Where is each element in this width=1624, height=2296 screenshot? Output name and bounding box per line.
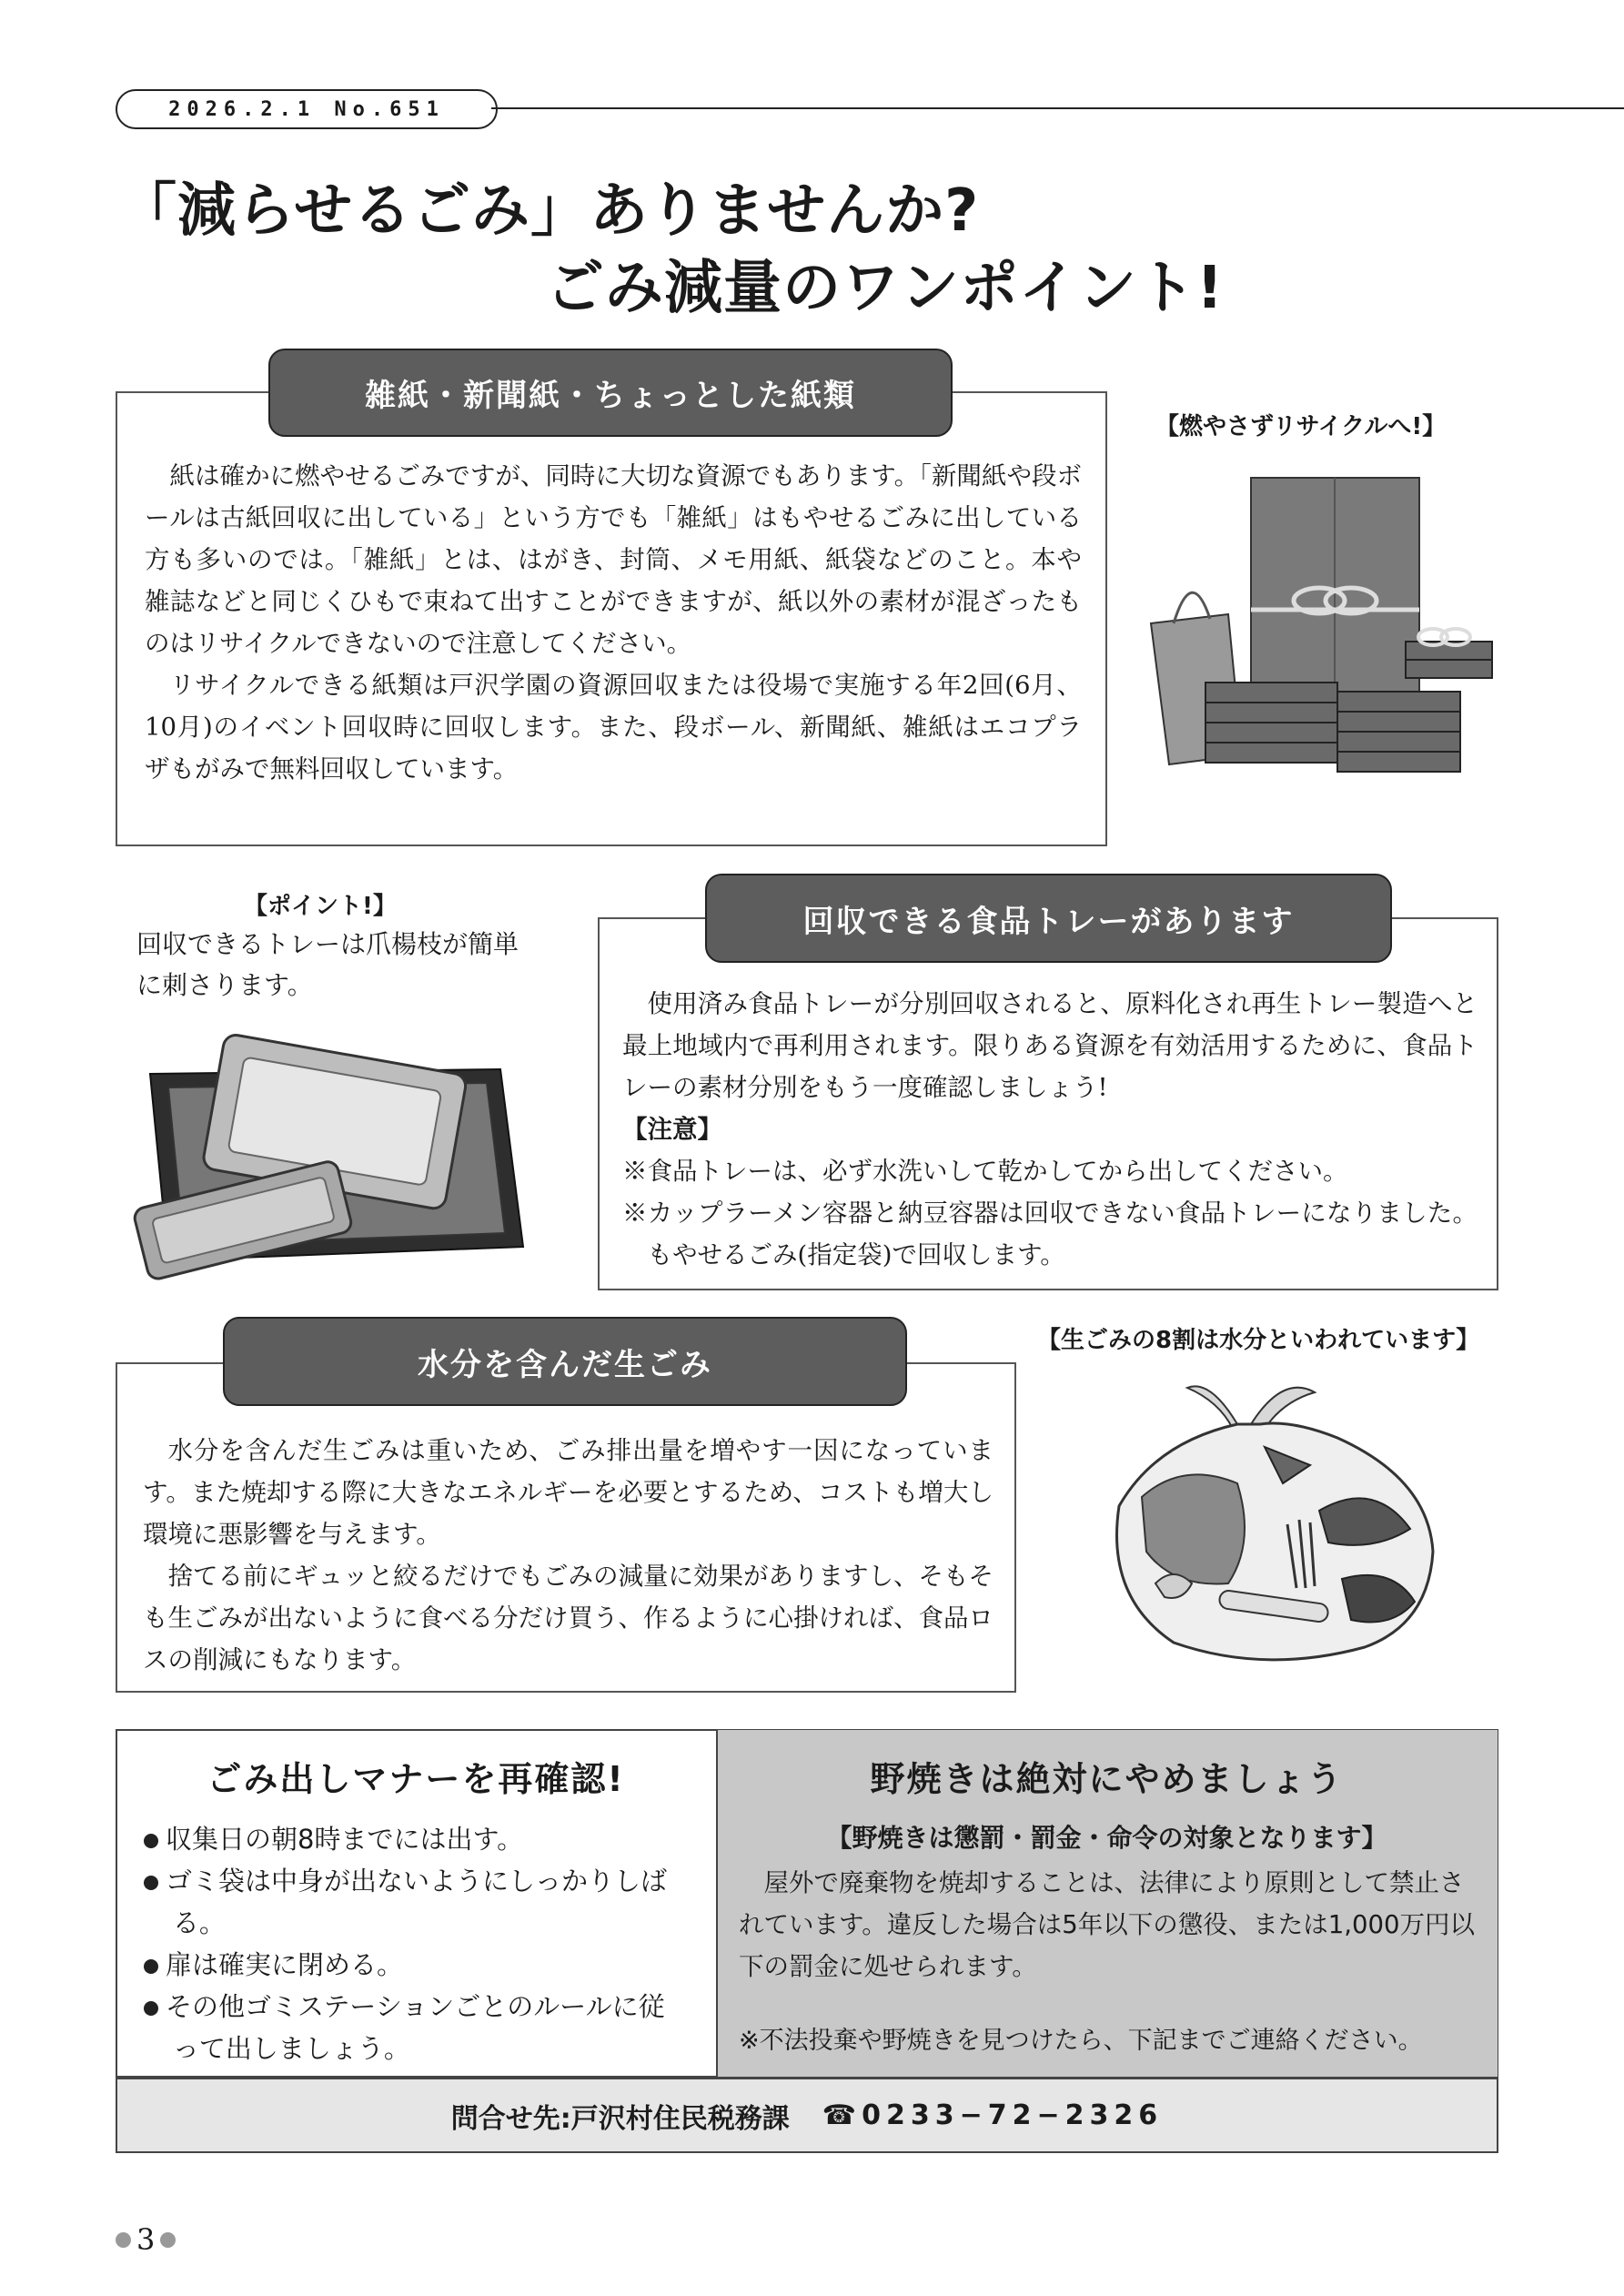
- tray-section-body: [622, 983, 1478, 1276]
- manners-item: ゴミ袋は中身が出ないようにしっかりしばる。: [144, 1860, 690, 1944]
- tray-caution-1: ※食品トレーは、必ず水洗いして乾かしてから出してください。: [622, 1157, 1348, 1186]
- page-title-line2: ごみ減量のワンポイント!: [546, 255, 1225, 322]
- tray-section-heading: 回収できる食品トレーがあります: [705, 874, 1392, 963]
- manners-item: 収集日の朝8時までには出す。: [144, 1818, 690, 1860]
- manners-item: その他ゴミステーションごとのルールに従って出しましょう。: [144, 1986, 690, 2069]
- manners-item: 扉は確実に閉める。: [144, 1944, 690, 1986]
- issue-date-tag: 2026.2.1 No.651: [116, 89, 498, 129]
- burning-subheading: 【野焼きは懲罰・罰金・命令の対象となります】: [826, 1823, 1387, 1853]
- header-rule: [491, 107, 1624, 109]
- bullet-icon: [144, 2001, 158, 2016]
- garbage-section-heading: 水分を含んだ生ごみ: [223, 1317, 907, 1406]
- paper-illustration-caption: 【燃やさずリサイクルへ!】: [1155, 413, 1447, 440]
- manners-list: [144, 1818, 690, 2069]
- manners-heading: ごみ出しマナーを再確認!: [207, 1759, 625, 1799]
- garbage-section-box: [116, 1362, 1016, 1693]
- contact-bar: [116, 2078, 1498, 2153]
- bullet-icon: [144, 1959, 158, 1974]
- tray-point-caption: 【ポイント!】: [244, 893, 397, 920]
- food-tray-illustration: [118, 1028, 546, 1283]
- paper-section-body: [145, 455, 1082, 790]
- tray-section-box: [598, 917, 1498, 1290]
- paper-bundle-illustration: [1142, 464, 1501, 778]
- tray-point-text: 回収できるトレーは爪楊枝が簡単に刺さります。: [136, 929, 519, 1000]
- garbage-paragraph-1: 水分を含んだ生ごみは重いため、ごみ排出量を増やす一因になっています。また焼却する際に大きなエネルギーを必要とするため、コストも増大し環境に悪影響を与えます。: [143, 1436, 994, 1549]
- garbage-illustration-caption: 【生ごみの8割は水分といわれています】: [1037, 1327, 1480, 1354]
- paper-paragraph-1: 紙は確かに燃やせるごみですが、同時に大切な資源でもあります。「新聞紙や段ボールは古紙回収に出している」という方でも「雑紙」はもやせるごみに出している方も多いのでは。「雑紙」とは、はがき、封筒、メモ用紙、紙袋などのこと。本や雑誌などと同じくひもで束ねて出すことができますが、紙以外の素材が混ざったものはリサイクルできないので注意してください。: [145, 461, 1082, 658]
- garbage-paragraph-2: 捨てる前にギュッと絞るだけでもごみの減量に効果がありますし、そもそも生ごみが出ないように食べる分だけ買う、作るように心掛ければ、食品ロスの削減にもなります。: [143, 1562, 994, 1674]
- bullet-icon: [144, 1876, 158, 1890]
- page-title-line1: 「減らせるごみ」ありませんか?: [118, 177, 980, 245]
- paper-section-box: [116, 391, 1107, 846]
- dot-icon: [160, 2232, 176, 2248]
- contact-phone: ☎0233−72−2326: [822, 2099, 1164, 2131]
- garbage-section-body: [143, 1430, 994, 1681]
- tray-caution-label: 【注意】: [622, 1115, 722, 1144]
- paper-paragraph-2: リサイクルできる紙類は戸沢学園の資源回収または役場で実施する年2回(6月、10月)のイベント回収時に回収します。また、段ボール、新聞紙、雑紙はエコプラザもがみで無料回収しています。: [145, 671, 1082, 784]
- page-number: [116, 2222, 176, 2257]
- bullet-icon: [144, 1834, 158, 1848]
- dot-icon: [116, 2232, 131, 2248]
- burning-heading: 野焼きは絶対にやめましょう: [870, 1759, 1344, 1799]
- paper-section-heading: 雑紙・新聞紙・ちょっとした紙類: [268, 349, 953, 437]
- contact-label: 問合せ先:戸沢村住民税務課: [450, 2102, 790, 2135]
- burning-paragraph: 屋外で廃棄物を焼却することは、法律により原則として禁止されています。違反した場合は5年以下の懲役、または1,000万円以下の罰金に処せられます。: [739, 1868, 1476, 1981]
- tray-caution-2: ※カップラーメン容器と納豆容器は回収できない食品トレーになりました。もやせるごみ(指定袋)で回収します。: [622, 1199, 1478, 1269]
- page-number-text: 3: [136, 2222, 156, 2257]
- tray-paragraph: 使用済み食品トレーが分別回収されると、原料化され再生トレー製造へと最上地域内で再利用されます。限りある資源を有効活用するために、食品トレーの素材分別をもう一度確認しましょう!: [622, 989, 1478, 1102]
- burning-note: ※不法投棄や野焼きを見つけたら、下記までご連絡ください。: [739, 2027, 1423, 2055]
- garbage-bag-illustration: [1101, 1370, 1442, 1670]
